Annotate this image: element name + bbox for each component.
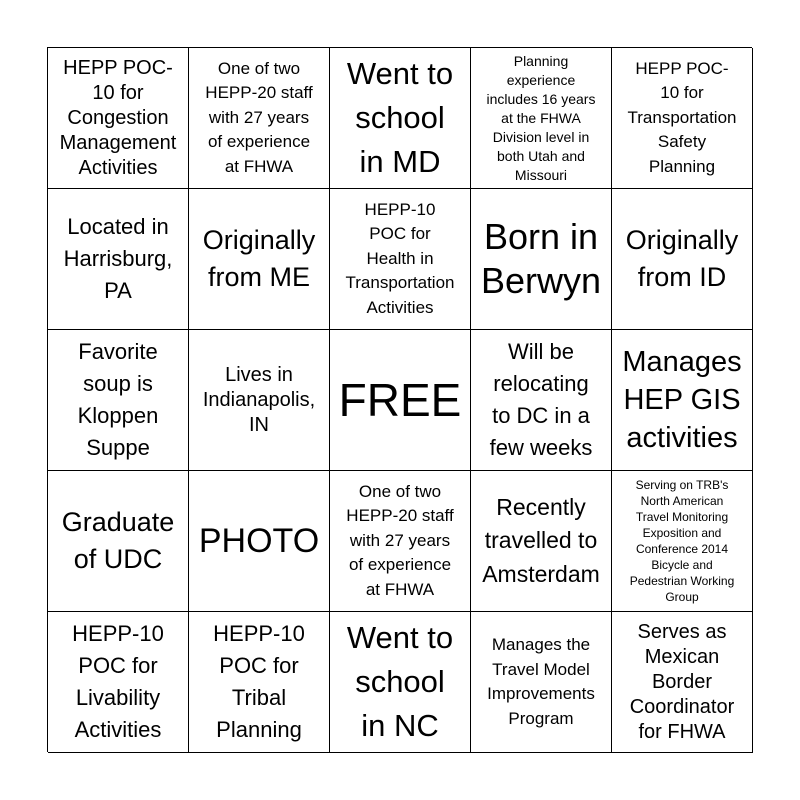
- bingo-cell-text: HEPP POC- 10 for Transportation Safety Planning: [627, 58, 737, 176]
- bingo-cell-text: HEPP-10 POC for Health in Transportation Activities: [345, 199, 455, 317]
- bingo-cell-text: Serving on TRB's North American Travel Monitoring Exposition and Conference 2014 Bicycle and Pedestrian Working Group: [629, 478, 735, 604]
- free-space-text: FREE: [338, 374, 462, 426]
- photo-placeholder-text: PHOTO: [198, 522, 320, 560]
- bingo-cell[interactable]: [330, 189, 471, 330]
- bingo-cell-text: HEPP-10 POC for Tribal Planning: [213, 621, 305, 742]
- bingo-cell[interactable]: [612, 612, 753, 753]
- bingo-cell[interactable]: [471, 471, 612, 612]
- bingo-cell[interactable]: [48, 189, 189, 330]
- bingo-cell-text: One of two HEPP-20 staff with 27 years of experience at FHWA: [205, 58, 313, 176]
- bingo-cell[interactable]: [189, 48, 330, 189]
- bingo-cell-text: HEPP-10 POC for Livability Activities: [72, 621, 164, 742]
- bingo-cell[interactable]: [612, 330, 753, 471]
- bingo-cell[interactable]: [48, 471, 189, 612]
- bingo-cell-text: Serves as Mexican Border Coordinator for FHWA: [629, 620, 735, 743]
- bingo-cell-text: Originally from ME: [202, 225, 316, 292]
- bingo-cell[interactable]: [612, 189, 753, 330]
- bingo-cell-text: Went to school in NC: [346, 620, 454, 743]
- bingo-cell[interactable]: [48, 612, 189, 753]
- bingo-cell-text: Went to school in MD: [346, 56, 454, 179]
- bingo-cell[interactable]: [189, 330, 330, 471]
- bingo-cell-text: Favorite soup is Kloppen Suppe: [77, 339, 159, 460]
- bingo-cell[interactable]: [330, 471, 471, 612]
- bingo-cell[interactable]: [471, 189, 612, 330]
- bingo-cell-text: Recently travelled to Amsterdam: [482, 493, 600, 587]
- bingo-cell-text: Located in Harrisburg, PA: [63, 214, 173, 303]
- free-space-cell[interactable]: [330, 330, 471, 471]
- bingo-cell-text: Manages the Travel Model Improvements Program: [487, 635, 595, 728]
- bingo-cell-text: Planning experience includes 16 years at the FHWA Division level in both Utah and Missouri: [486, 52, 596, 183]
- bingo-cell[interactable]: [189, 612, 330, 753]
- bingo-cell-text: Manages HEP GIS activities: [622, 346, 742, 454]
- bingo-cell[interactable]: [471, 48, 612, 189]
- bingo-cell-text: Born in Berwyn: [480, 216, 602, 301]
- bingo-cell-text: One of two HEPP-20 staff with 27 years of experience at FHWA: [346, 481, 454, 599]
- bingo-cell-text: Lives in Indianapolis, IN: [202, 363, 316, 436]
- bingo-cell[interactable]: [48, 330, 189, 471]
- bingo-cell[interactable]: [471, 612, 612, 753]
- bingo-cell-text: Originally from ID: [625, 225, 739, 292]
- bingo-cell[interactable]: [330, 612, 471, 753]
- bingo-cell[interactable]: [330, 48, 471, 189]
- bingo-cell[interactable]: [612, 471, 753, 612]
- bingo-cell[interactable]: [189, 189, 330, 330]
- bingo-cell-text: Will be relocating to DC in a few weeks: [489, 339, 593, 460]
- bingo-card-grid: [47, 47, 752, 752]
- bingo-cell[interactable]: [471, 330, 612, 471]
- bingo-cell[interactable]: [48, 48, 189, 189]
- bingo-cell[interactable]: [612, 48, 753, 189]
- photo-cell[interactable]: [189, 471, 330, 612]
- bingo-cell-text: Graduate of UDC: [61, 507, 175, 574]
- bingo-cell-text: HEPP POC- 10 for Congestion Management Activities: [59, 56, 177, 179]
